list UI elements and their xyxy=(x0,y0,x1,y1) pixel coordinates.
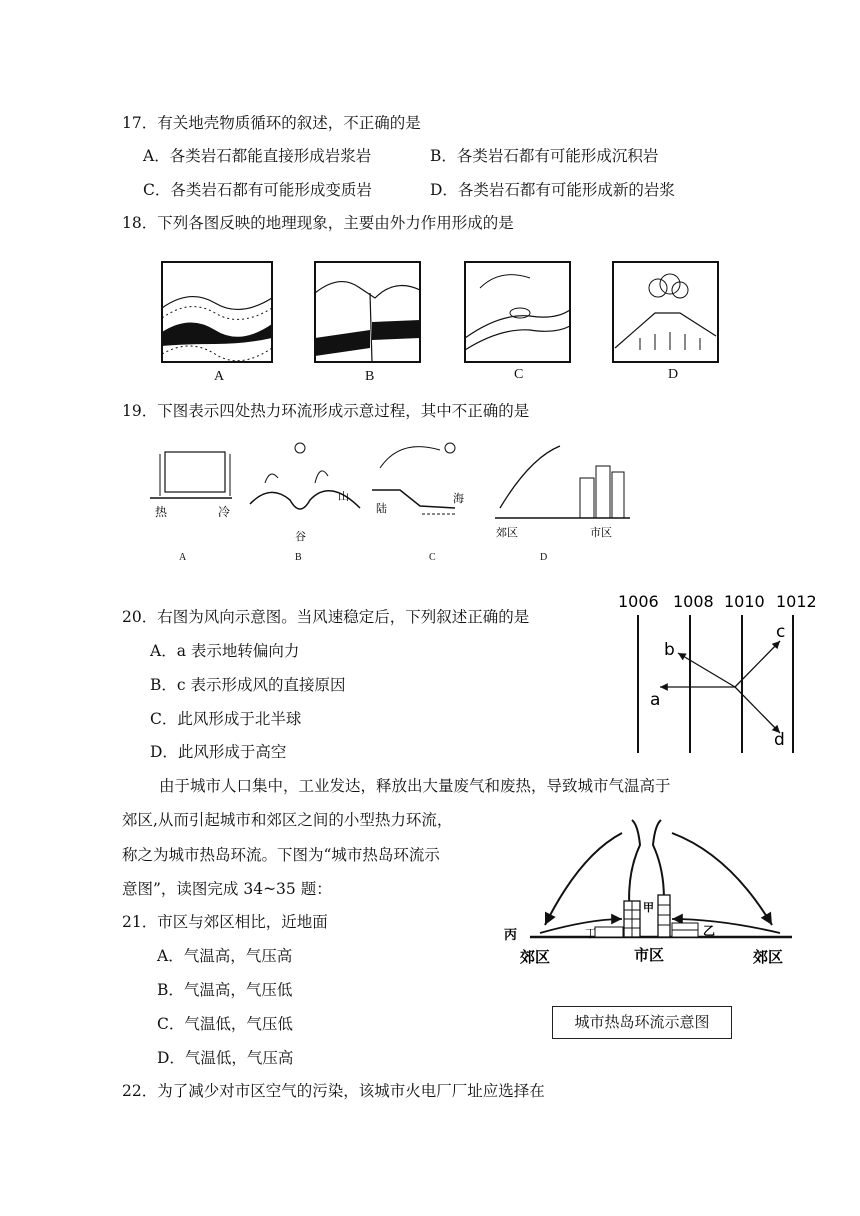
q17-option-a: A．各类岩石都能直接形成岩浆岩 xyxy=(143,147,372,165)
arrow-b xyxy=(678,653,735,687)
q18-label-a: A xyxy=(214,369,225,384)
label-bing: 丙 xyxy=(504,928,518,943)
q18-fig-d-volcano xyxy=(613,262,718,362)
isobar-1010-label: 1010 xyxy=(724,592,765,611)
q19-b-valley: 谷 xyxy=(295,530,306,543)
sinking-air-left xyxy=(545,833,622,925)
q22-stem: 22．为了减少对市区空气的污染，该城市火电厂厂址应选择在 xyxy=(122,1082,545,1100)
isobar-1012-label: 1012 xyxy=(776,592,817,611)
q21-option-a: A．气温高，气压高 xyxy=(157,947,293,965)
arrow-d-label: d xyxy=(774,730,785,750)
q19-label-b: B xyxy=(295,552,302,563)
isobar-1006-label: 1006 xyxy=(618,592,659,611)
q19-figures xyxy=(150,438,640,548)
q19-label-a: A xyxy=(179,552,187,563)
q19-fig-a-circulation xyxy=(150,452,232,498)
arrow-b-label: b xyxy=(664,640,675,660)
q19-stem: 19．下图表示四处热力环流形成示意过程，其中不正确的是 xyxy=(122,402,530,420)
passage-line-2: 郊区,从而引起城市和郊区之间的小型热力环流， xyxy=(122,811,453,829)
q19-c-land: 陆 xyxy=(376,502,387,515)
q19-b-mountain: 山 xyxy=(338,490,349,503)
q17-stem: 17．有关地壳物质循环的叙述，不正确的是 xyxy=(122,114,421,132)
q20-option-b: B．c 表示形成风的直接原因 xyxy=(150,676,346,694)
q18-label-b: B xyxy=(365,369,375,384)
label-suburb-left: 郊区 xyxy=(520,948,551,966)
q19-d-suburb: 郊区 xyxy=(496,526,518,539)
q19-d-city: 市区 xyxy=(590,526,612,539)
q17-option-d: D．各类岩石都有可能形成新的岩浆 xyxy=(430,181,675,199)
heat-island-diagram xyxy=(500,815,800,975)
label-suburb-right: 郊区 xyxy=(753,948,784,966)
label-jia: 甲 xyxy=(643,901,654,914)
q20-option-a: A．a 表示地转偏向力 xyxy=(150,642,300,660)
label-ding: 丁 xyxy=(585,927,596,940)
q18-figures xyxy=(160,258,730,388)
q20-option-c: C．此风形成于北半球 xyxy=(150,710,302,728)
q17-option-c: C．各类岩石都有可能形成变质岩 xyxy=(143,181,372,199)
q21-stem: 21．市区与郊区相比，近地面 xyxy=(122,913,328,931)
q18-fig-a-folded-strata xyxy=(162,262,272,362)
q19-a-hot: 热 xyxy=(155,505,168,519)
label-yi: 乙 xyxy=(703,924,716,938)
q18-stem: 18．下列各图反映的地理现象，主要由外力作用形成的是 xyxy=(122,214,514,232)
q20-stem: 20．右图为风向示意图。当风速稳定后，下列叙述正确的是 xyxy=(122,608,530,626)
q21-option-b: B．气温高，气压低 xyxy=(157,981,293,999)
sinking-air-right xyxy=(672,833,772,925)
q18-fig-c-delta xyxy=(465,262,570,362)
heat-island-caption: 城市热岛环流示意图 xyxy=(552,1006,732,1039)
q21-option-c: C．气温低，气压低 xyxy=(157,1015,293,1033)
q18-label-d: D xyxy=(668,367,679,382)
passage-line-3: 称之为城市热岛环流。下图为“城市热岛环流示 xyxy=(122,846,440,864)
q18-label-c: C xyxy=(514,367,524,382)
isobar-1008-label: 1008 xyxy=(673,592,714,611)
q19-label-d: D xyxy=(540,552,548,563)
passage-line-4: 意图”，读图完成 34~35 题： xyxy=(122,880,332,898)
passage-line-1: 由于城市人口集中，工业发达，释放出大量废气和废热，导致城市气温高于 xyxy=(159,777,671,795)
arrow-a-label: a xyxy=(650,690,661,710)
arrow-c-label: c xyxy=(776,622,786,642)
q19-c-sea: 海 xyxy=(453,492,464,505)
q21-option-d: D．气温低，气压高 xyxy=(157,1049,294,1067)
q19-label-c: C xyxy=(429,552,436,563)
q20-option-d: D．此风形成于高空 xyxy=(150,743,287,761)
wind-direction-diagram xyxy=(610,585,830,760)
label-city: 市区 xyxy=(634,946,665,964)
q18-fig-b-fault xyxy=(315,262,420,362)
q19-fig-d-city xyxy=(495,446,630,518)
q19-a-cold: 冷 xyxy=(218,505,231,519)
q17-option-b: B．各类岩石都有可能形成沉积岩 xyxy=(430,147,659,165)
